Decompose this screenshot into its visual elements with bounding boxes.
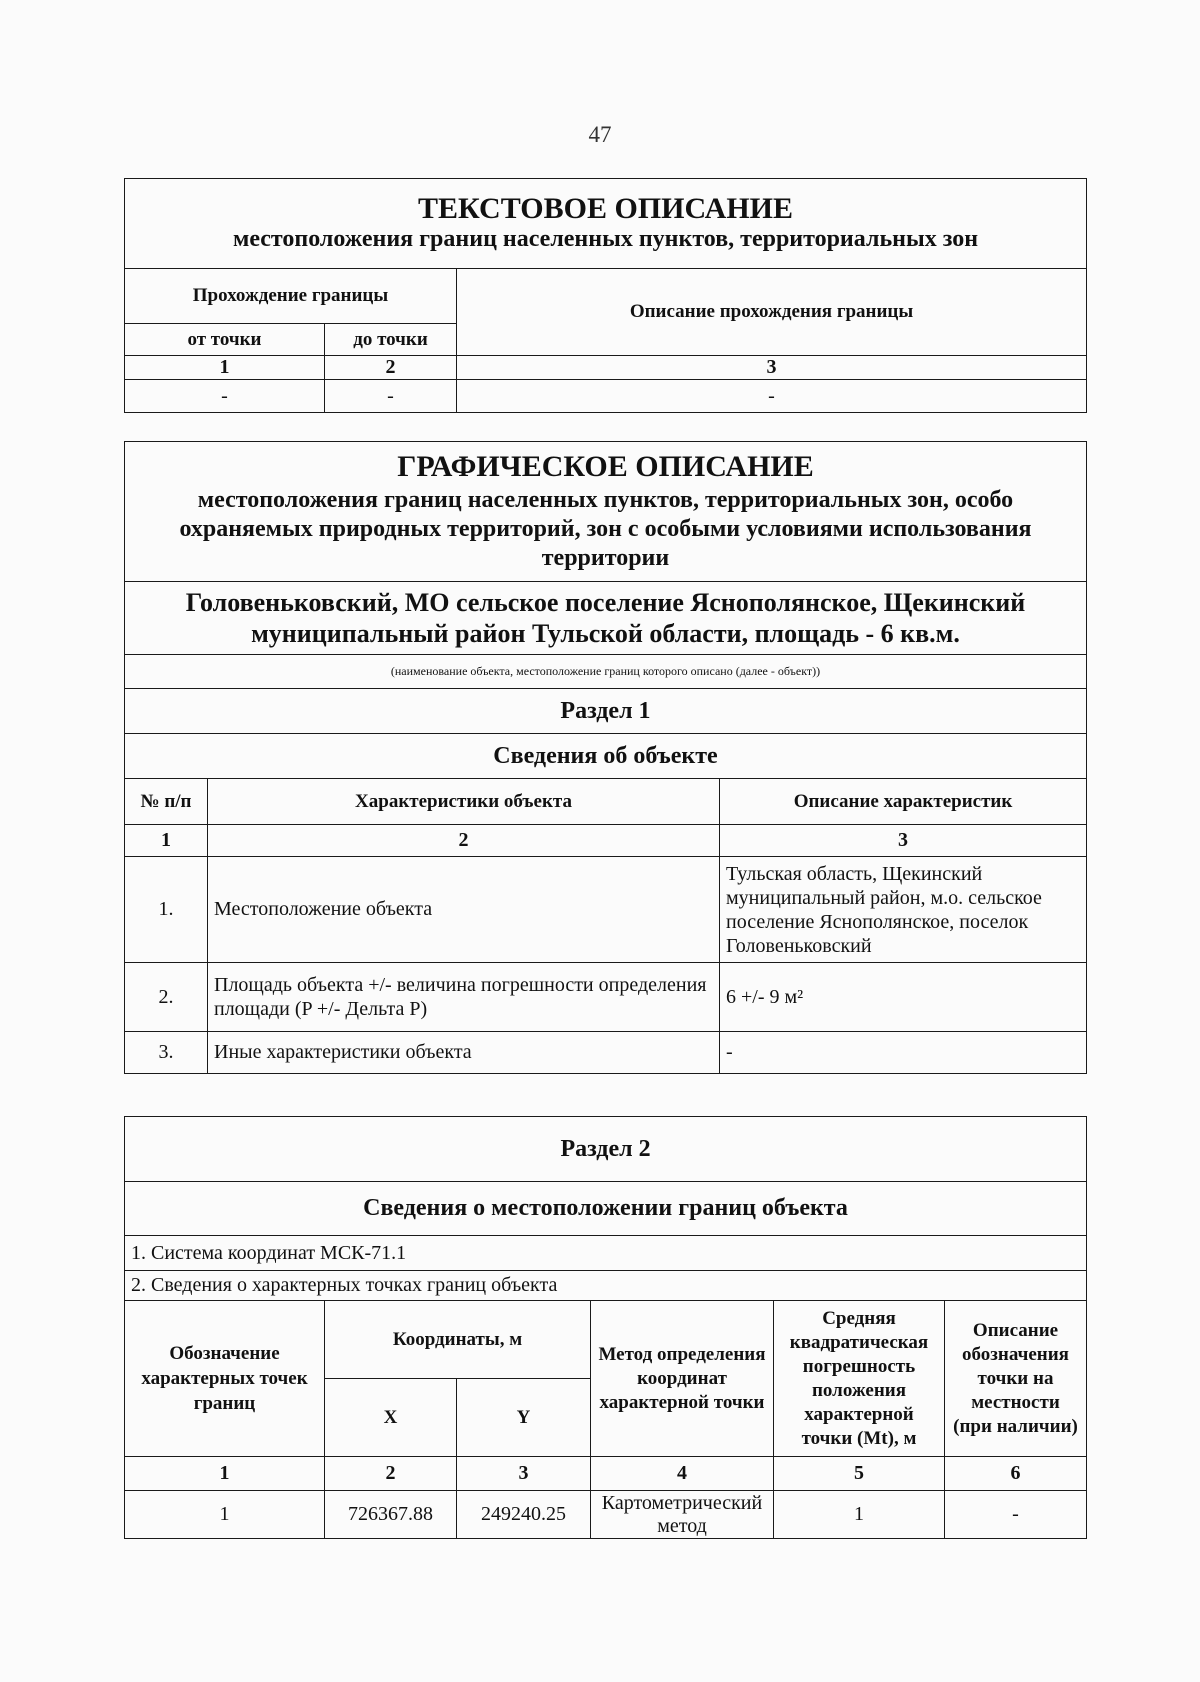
point-y: 249240.25 [457, 1491, 591, 1539]
header-coordinates: Координаты, м [325, 1301, 591, 1379]
section-1-title: Сведения об объекте [125, 734, 1087, 779]
row-value: Тульская область, Щекинский муниципальный район, м.о. сельское поселение Яснополянское, поселок Головеньковский [720, 857, 1087, 963]
row-num: 3. [125, 1032, 208, 1074]
row-value: - [720, 1032, 1087, 1074]
point-x: 726367.88 [325, 1491, 457, 1539]
col-to-header: до точки [325, 324, 457, 356]
row-characteristic: Местоположение объекта [208, 857, 720, 963]
row-characteristic: Иные характеристики объекта [208, 1032, 720, 1074]
header-description: Описание характеристик [720, 779, 1087, 825]
row-num: 2. [125, 963, 208, 1032]
text-description-table [124, 178, 1087, 413]
section-2-table [124, 1116, 1087, 1539]
table-cell: - [325, 380, 457, 413]
index-cell: 2 [208, 825, 720, 857]
object-note: (наименование объекта, местоположение границ которого описано (далее - объект)) [125, 655, 1087, 689]
col-passage-header: Прохождение границы [125, 269, 457, 324]
header-num: № п/п [125, 779, 208, 825]
text-description-header [125, 179, 1087, 269]
index-cell: 2 [325, 356, 457, 380]
graphic-description-table [124, 441, 1087, 1074]
graphic-description-title: ГРАФИЧЕСКОЕ ОПИСАНИЕ [397, 449, 814, 483]
points-caption: 2. Сведения о характерных точках границ объекта [125, 1271, 1087, 1301]
header-point-description: Описание обозначения точки на местности (при наличии) [945, 1301, 1087, 1457]
index-cell: 3 [457, 356, 1087, 380]
coordinate-system: 1. Система координат МСК-71.1 [125, 1236, 1087, 1271]
header-point-designation: Обозначение характерных точек границ [125, 1301, 325, 1457]
header-error: Средняя квадратическая погрешность положения характерной точки (Mt), м [774, 1301, 945, 1457]
object-name: Головеньковский, МО сельское поселение Яснополянское, Щекинский муниципальный район Тульской области, площадь - 6 кв.м. [125, 582, 1087, 655]
page-number: 47 [588, 122, 612, 147]
col-from-header: от точки [125, 324, 325, 356]
index-cell: 5 [774, 1457, 945, 1491]
point-method: Картометрический метод [591, 1491, 774, 1539]
table-cell: - [125, 380, 325, 413]
graphic-description-header [125, 442, 1087, 582]
point-description: - [945, 1491, 1087, 1539]
index-cell: 1 [125, 356, 325, 380]
section-2-label: Раздел 2 [125, 1117, 1087, 1182]
index-cell: 6 [945, 1457, 1087, 1491]
text-description-subtitle: местоположения границ населенных пунктов, территориальных зон [232, 226, 979, 252]
point-error: 1 [774, 1491, 945, 1539]
index-cell: 4 [591, 1457, 774, 1491]
header-y: Y [457, 1379, 591, 1457]
section-1-label: Раздел 1 [125, 689, 1087, 734]
index-cell: 3 [720, 825, 1087, 857]
row-characteristic: Площадь объекта +/- величина погрешности определения площади (P +/- Дельта P) [208, 963, 720, 1032]
index-cell: 1 [125, 1457, 325, 1491]
index-cell: 1 [125, 825, 208, 857]
col-desc-header: Описание прохождения границы [457, 269, 1087, 356]
row-num: 1. [125, 857, 208, 963]
header-characteristic: Характеристики объекта [208, 779, 720, 825]
header-x: X [325, 1379, 457, 1457]
section-2-title: Сведения о местоположении границ объекта [125, 1182, 1087, 1236]
graphic-description-subtitle: местоположения границ населенных пунктов, территориальных зон, особо охраняемых природных территорий, зон с особыми условиями использования территории [179, 486, 1032, 571]
point-id: 1 [125, 1491, 325, 1539]
text-description-title: ТЕКСТОВОЕ ОПИСАНИЕ [418, 192, 794, 225]
row-value: 6 +/- 9 м² [720, 963, 1087, 1032]
index-cell: 2 [325, 1457, 457, 1491]
table-cell: - [457, 380, 1087, 413]
index-cell: 3 [457, 1457, 591, 1491]
header-method: Метод определения координат характерной точки [591, 1301, 774, 1457]
